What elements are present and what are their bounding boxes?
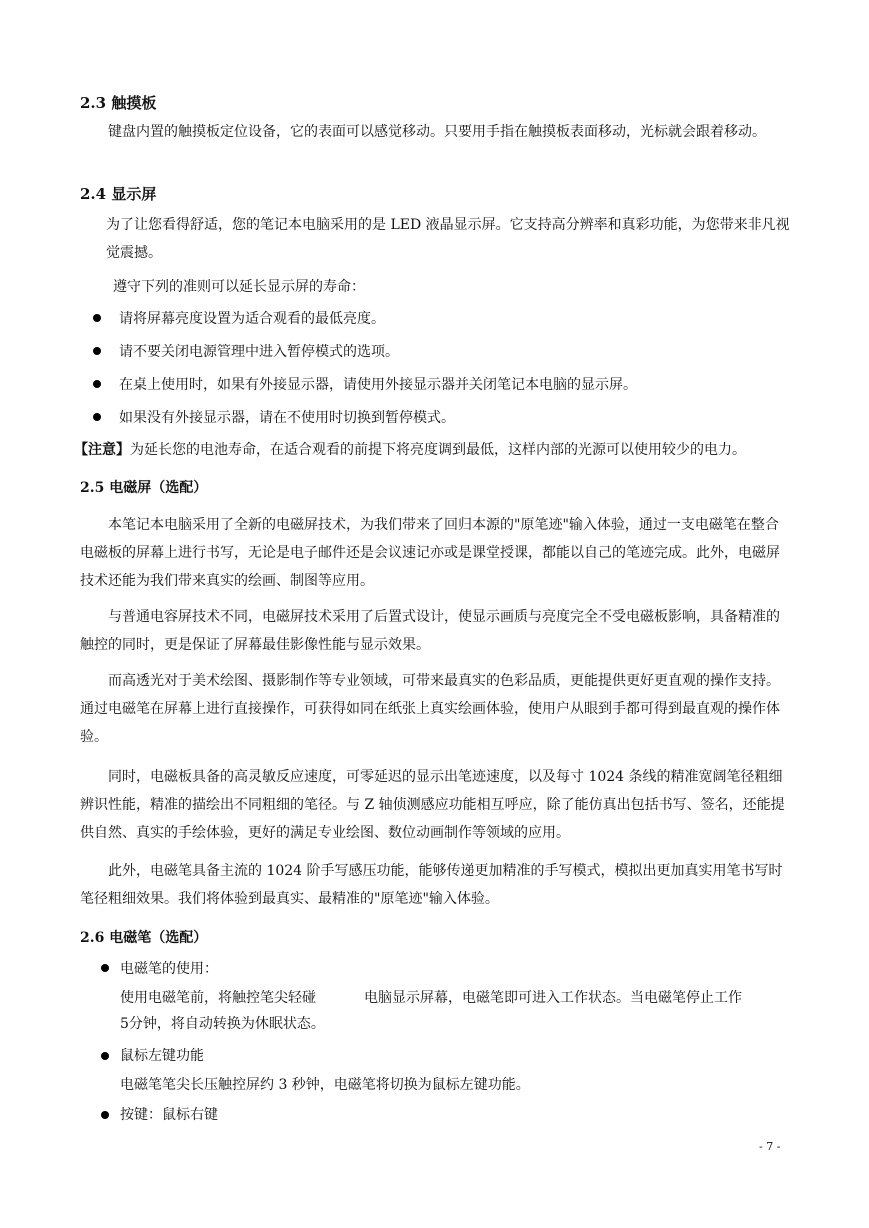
emr-paragraph-text: 而高透光对于美术绘图、摄影制作等专业领域，可带来最真实的色彩品质，更能提供更好更直观的操作支持。通过电磁笔在屏幕上进行直接操作，可获得如同在纸张上真实绘画体验，使用户从眼到手都可得到最直观的操作体验。 [80,673,780,745]
touchpad-text: 键盘内置的触摸板定位设备，它的表面可以感觉移动。只要用手指在触摸板表面移动，光标就会跟着移动。 [108,124,766,140]
section-heading-2-6: 2.6 电磁笔（选配） [80,930,208,946]
display-bullet-item: 请将屏幕亮度设置为适合观看的最低亮度。 [119,311,385,327]
emr-paragraph-5 [80,857,792,913]
touchpad-paragraph [80,118,790,146]
pen-usage-line-2: 5分钟，将自动转换为休眠状态。 [120,1016,325,1032]
emr-paragraph-4 [80,763,792,847]
pen-usage-label: 电磁笔的使用： [120,961,218,977]
section-heading-2-5: 2.5 电磁屏（选配） [80,480,208,496]
display-bullet-item: 请不要关闭电源管理中进入暂停模式的选项。 [119,344,399,360]
bullet-dot-icon [101,1052,109,1060]
emr-paragraph-3 [80,667,792,751]
pen-usage-line-1 [120,988,742,1008]
display-bullet-item: 如果没有外接显示器，请在不使用时切换到暂停模式。 [119,410,455,426]
bullet-dot-icon [101,964,109,972]
section-heading-2-4: 2.4 显示屏 [80,185,157,203]
bullet-dot-icon [93,314,101,322]
emr-paragraph-1 [80,511,792,595]
display-intro-paragraph: 为了让您看得舒适，您的笔记本电脑采用的是 LED 液晶显示屏。它支持高分辨率和真彩功能，为您带来非凡视觉震撼。 [106,217,790,261]
emr-paragraph-text: 同时，电磁板具备的高灵敏反应速度，可零延迟的显示出笔迹速度，以及每寸 1024 条线的精准宽阔笔径粗细辨识性能，精准的描绘出不同粗细的笔径。与 Z 轴侦测感应功能相互呼应，除了能仿真出包括书写、签名，还能提供自然、真实的手绘体验，更好的满足专业绘图、数位动画制作等领域的应用。 [80,769,785,841]
bullet-dot-icon [93,380,101,388]
battery-note [74,440,746,460]
emr-paragraph-2 [80,603,792,659]
bullet-dot-icon [93,347,101,355]
left-click-label: 鼠标左键功能 [120,1048,204,1064]
pen-usage-text-a: 使用电磁笔前，将触控笔尖轻碰 [120,990,316,1006]
left-click-text: 电磁笔笔尖长压触控屏约 3 秒钟，电磁笔将切换为鼠标左键功能。 [120,1077,530,1093]
note-label: 【注意】 [74,442,130,458]
emr-paragraph-text: 与普通电容屏技术不同，电磁屏技术采用了后置式设计，使显示画质与亮度完全不受电磁板影响，具备精准的触控的同时，更是保证了屏幕最佳影像性能与显示效果。 [80,609,780,653]
emr-paragraph-text: 此外，电磁笔具备主流的 1024 阶手写感压功能，能够传递更加精准的手写模式，模拟出更加真实用笔书写时笔径粗细效果。我们将体验到最真实、最精准的"原笔迹"输入体验。 [80,863,783,907]
page-number: - 7 - [759,1140,781,1153]
display-guide-text: 遵守下列的准则可以延长显示屏的寿命： [113,279,365,295]
bullet-dot-icon [93,413,101,421]
note-text: 为延长您的电池寿命，在适合观看的前提下将亮度调到最低，这样内部的光源可以使用较少的电力。 [130,442,746,458]
emr-paragraph-text: 本笔记本电脑采用了全新的电磁屏技术，为我们带来了回归本源的"原笔迹"输入体验，通过一支电磁笔在整合电磁板的屏幕上进行书写，无论是电子邮件还是会议速记亦或是课堂授课，都能以自己的笔迹完成。此外，电磁屏技术还能为我们带来真实的绘画、制图等应用。 [80,517,780,589]
section-heading-2-3: 2.3 触摸板 [80,94,157,112]
display-bullet-item: 在桌上使用时，如果有外接显示器，请使用外接显示器并关闭笔记本电脑的显示屏。 [119,377,637,393]
right-click-label: 按键：鼠标右键 [120,1107,218,1123]
pen-usage-text-b: 电脑显示屏幕，电磁笔即可进入工作状态。当电磁笔停止工作 [364,990,742,1006]
bullet-dot-icon [101,1111,109,1119]
